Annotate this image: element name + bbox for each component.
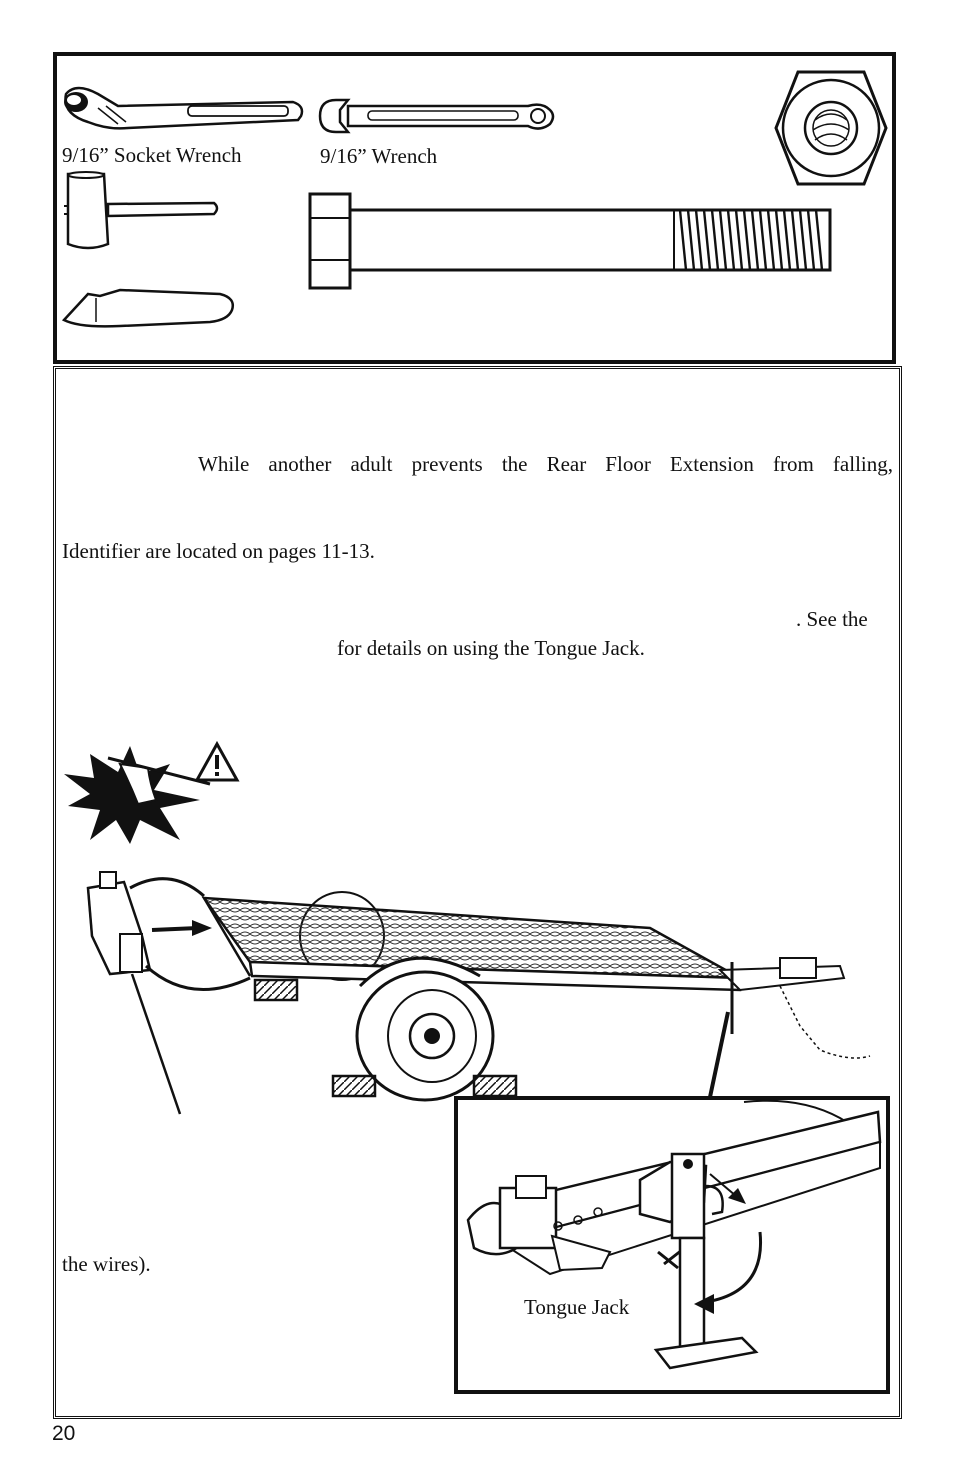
instruction-line-tongue-jack: for details on using the Tongue Jack. xyxy=(337,636,645,660)
lock-nut-icon xyxy=(772,68,890,188)
instruction-line-see-the: . See the xyxy=(796,607,868,631)
rear-floor-extension xyxy=(88,872,150,974)
page-number: 20 xyxy=(52,1422,76,1445)
utility-knife-icon xyxy=(60,284,238,328)
socket-wrench-label: 9/16” Socket Wrench xyxy=(62,143,242,167)
wrench-label: 9/16” Wrench xyxy=(320,144,438,168)
socket-wrench-icon xyxy=(58,84,308,134)
instruction-line-rear-extension: While another adult prevents the Rear Floor Extension from falling, xyxy=(198,452,893,476)
trailer-diagram xyxy=(80,866,880,1116)
open-end-wrench-icon xyxy=(318,98,556,134)
tongue-jack-drawing xyxy=(460,1102,884,1388)
crush-hazard-icon xyxy=(60,744,210,844)
tongue-jack-label: Tongue Jack xyxy=(524,1295,630,1319)
instruction-line-wires: the wires). xyxy=(62,1252,151,1276)
warning-icon xyxy=(195,742,239,782)
instruction-line-identifier: Identifier are located on pages 11-13. xyxy=(62,539,375,563)
bolt-icon xyxy=(306,188,836,294)
mallet-icon xyxy=(62,170,222,252)
